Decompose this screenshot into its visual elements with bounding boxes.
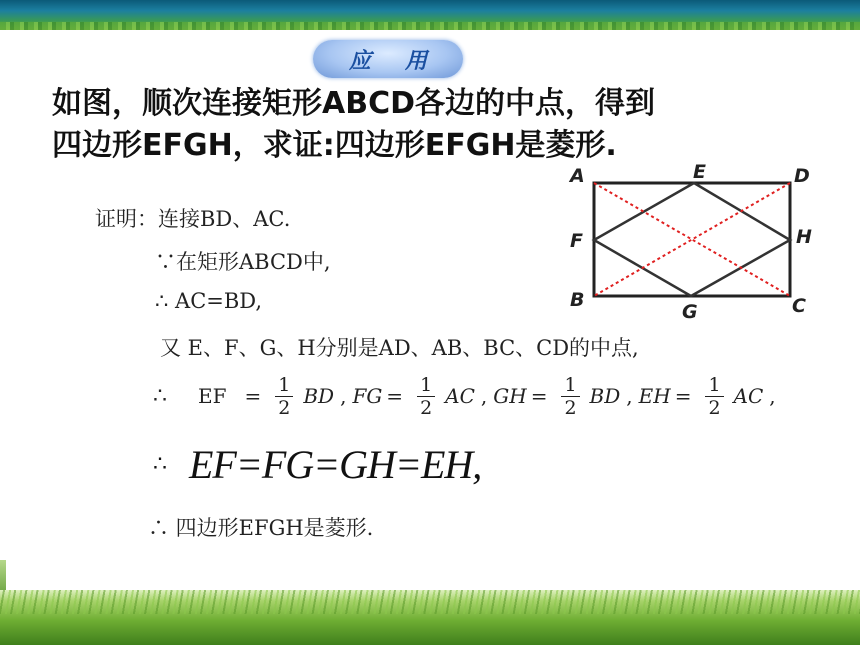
term-sep: , xyxy=(480,384,488,408)
therefore-symbol: ∴ xyxy=(153,383,167,409)
therefore-symbol: ∴ xyxy=(153,451,167,477)
label-a: A xyxy=(570,165,585,187)
label-h: H xyxy=(796,226,812,248)
fraction-numerator: 1 xyxy=(705,374,723,397)
fraction-denominator: 2 xyxy=(278,396,291,419)
top-decorative-banner xyxy=(0,0,860,30)
label-d: D xyxy=(794,165,810,187)
fraction xyxy=(275,374,293,419)
term-sep: , xyxy=(626,384,633,408)
fraction xyxy=(705,374,723,419)
term-sep: , xyxy=(769,384,776,408)
badge-char-1: 应 xyxy=(348,48,371,74)
fraction-numerator: 1 xyxy=(417,374,435,397)
label-g: G xyxy=(682,301,698,320)
term-lhs: EH xyxy=(638,384,671,408)
term-eq: = xyxy=(530,384,548,408)
bottom-grass-banner xyxy=(0,590,860,645)
half-diagonal-equations xyxy=(153,368,782,424)
problem-statement xyxy=(52,83,772,167)
term-eq: = xyxy=(244,384,262,408)
fraction xyxy=(417,374,435,419)
term-rhs: BD xyxy=(589,384,621,408)
term-lhs: FG xyxy=(352,384,383,408)
equal-sides-expression: EF=FG=GH=EH, xyxy=(189,441,482,487)
proof-conclusion: ∴ 四边形EFGH是菱形. xyxy=(148,516,374,540)
label-b: B xyxy=(570,289,585,311)
proof-line-3: ∴ AC=BD, xyxy=(155,289,263,313)
equal-sides-statement xyxy=(153,436,481,492)
label-c: C xyxy=(792,295,806,317)
badge-char-2: 用 xyxy=(405,48,428,74)
term-lhs: EF xyxy=(198,384,227,408)
term-rhs: BD xyxy=(303,384,335,408)
fraction-numerator: 1 xyxy=(275,374,293,397)
application-badge xyxy=(313,40,463,78)
term-rhs: AC xyxy=(445,384,475,408)
term-eq: = xyxy=(674,384,692,408)
fraction-denominator: 2 xyxy=(564,396,577,419)
term-eq: = xyxy=(386,384,404,408)
rectangle-rhombus-figure xyxy=(560,160,820,320)
fraction-numerator: 1 xyxy=(561,374,579,397)
problem-line-1: 如图，顺次连接矩形ABCD各边的中点，得到 xyxy=(52,86,656,121)
fraction xyxy=(561,374,579,419)
term-rhs: AC xyxy=(733,384,764,408)
term-sep: , xyxy=(340,384,347,408)
proof-line-1: 证明：连接BD、AC. xyxy=(95,207,291,231)
fraction-denominator: 2 xyxy=(708,396,721,419)
problem-line-2: 四边形EFGH，求证:四边形EFGH是菱形. xyxy=(52,128,617,163)
proof-line-4: 又 E、F、G、H分别是AD、AB、BC、CD的中点, xyxy=(160,336,639,360)
label-f: F xyxy=(570,230,583,252)
proof-line-2: ∵在矩形ABCD中, xyxy=(155,250,331,274)
term-lhs: GH xyxy=(493,384,527,408)
fraction-denominator: 2 xyxy=(420,396,433,419)
label-e: E xyxy=(693,161,706,183)
